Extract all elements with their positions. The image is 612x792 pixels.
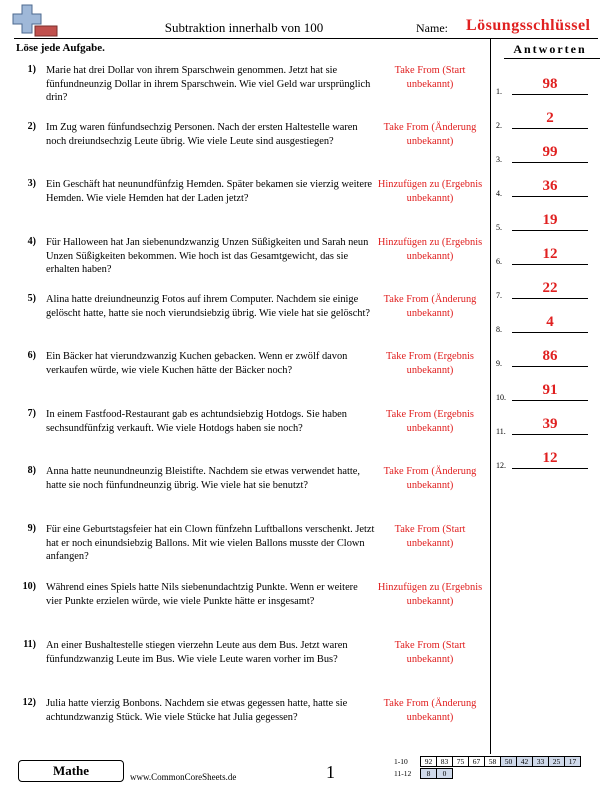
website-link[interactable]: www.CommonCoreSheets.de xyxy=(130,772,237,782)
score-cell: 92 xyxy=(421,757,437,767)
answer-number: 8. xyxy=(496,325,502,334)
question-type: Hinzufügen zu (Ergebnis unbekannt) xyxy=(377,179,483,204)
score-cell: 42 xyxy=(517,757,533,767)
score-row-label: 1-10 xyxy=(394,757,408,766)
question-type: Hinzufügen zu (Ergebnis unbekannt) xyxy=(377,237,483,262)
question-type: Take From (Änderung unbekannt) xyxy=(383,466,477,491)
score-cell: 25 xyxy=(549,757,565,767)
score-row-label: 11-12 xyxy=(394,769,412,778)
answer-value: 91 xyxy=(542,382,558,398)
answer-line xyxy=(512,264,588,265)
subject-box: Mathe xyxy=(18,760,124,782)
answer-value: 22 xyxy=(542,280,558,296)
answer-number: 5. xyxy=(496,223,502,232)
column-divider xyxy=(490,38,491,754)
answer-number: 3. xyxy=(496,155,502,164)
answer-value: 4 xyxy=(546,314,554,330)
score-cell: 0 xyxy=(437,769,453,779)
answer-item xyxy=(494,446,604,470)
question-number: 1) xyxy=(27,64,36,75)
question-type: Take From (Änderung unbekannt) xyxy=(383,698,477,723)
score-cell: 50 xyxy=(501,757,517,767)
answer-number: 4. xyxy=(496,189,502,198)
score-cell: 33 xyxy=(533,757,549,767)
score-cell: 67 xyxy=(469,757,485,767)
answer-line xyxy=(512,162,588,163)
answer-item xyxy=(494,208,604,232)
answer-item xyxy=(494,242,604,266)
answer-line xyxy=(512,298,588,299)
answer-line xyxy=(512,434,588,435)
question-number: 4) xyxy=(27,236,36,247)
score-table-row1 xyxy=(394,756,581,767)
answer-number: 7. xyxy=(496,291,502,300)
question-text: Alina hatte dreiundneunzig Fotos auf ihrem Computer. Nachdem sie einige gelöscht hatte, hatte sie noch vierundsiebzig übrig. Wie viele hat sie gelöscht? xyxy=(46,294,370,319)
answer-number: 6. xyxy=(496,257,502,266)
answer-item xyxy=(494,106,604,130)
question-text: Julia hatte vierzig Bonbons. Nachdem sie etwas gegessen hatte, hatte sie achtundzwanzig Stück. Wie viele Stücke hat Julia gegessen? xyxy=(46,698,348,723)
question-type: Take From (Ergebnis unbekannt) xyxy=(386,351,474,376)
question-type: Take From (Start unbekannt) xyxy=(394,65,466,90)
answer-line xyxy=(512,468,588,469)
answer-number: 11. xyxy=(496,427,506,436)
answer-key-label: Lösungsschlüssel xyxy=(466,17,591,34)
name-label: Name: xyxy=(416,21,448,35)
answer-line xyxy=(512,94,588,95)
question-type: Take From (Ergebnis unbekannt) xyxy=(386,409,474,434)
score-cell: 83 xyxy=(437,757,453,767)
answer-value: 2 xyxy=(546,110,554,126)
answer-value: 12 xyxy=(542,450,558,466)
answer-line xyxy=(512,128,588,129)
answer-number: 2. xyxy=(496,121,502,130)
answer-value: 36 xyxy=(542,178,558,194)
answer-value: 19 xyxy=(542,212,558,228)
question-number: 12) xyxy=(22,697,36,708)
header-divider xyxy=(14,38,598,39)
answer-item xyxy=(494,412,604,436)
answers-title-underline xyxy=(504,58,600,59)
answer-value: 99 xyxy=(542,144,558,160)
score-cell: 58 xyxy=(485,757,501,767)
answer-number: 9. xyxy=(496,359,502,368)
question-type: Hinzufügen zu (Ergebnis unbekannt) xyxy=(377,582,483,607)
answer-number: 12. xyxy=(496,461,506,470)
question-text: Anna hatte neunundneunzig Bleistifte. Nachdem sie etwas verwendet hatte, hatte sie noch fünfundneunzig übrig. Wie viele hat sie benutzt? xyxy=(46,466,360,491)
score-table-row2 xyxy=(394,768,453,779)
score-cell: 75 xyxy=(453,757,469,767)
question-number: 11) xyxy=(23,639,36,650)
question-text: Marie hat drei Dollar von ihrem Sparschwein genommen. Jetzt hat sie fünfundneunzig Dollar in ihrem Sparschwein. Wie viel Geld war ursprünglich drin? xyxy=(46,65,371,104)
answer-line xyxy=(512,332,588,333)
answer-number: 10. xyxy=(496,393,506,402)
question-text: Ein Bäcker hat vierundzwanzig Kuchen gebacken. Wenn er zwölf davon verkaufen würde, wie viele Kuchen hätte der Bäcker noch? xyxy=(46,351,348,376)
question-type: Take From (Änderung unbekannt) xyxy=(383,294,477,319)
question-number: 10) xyxy=(22,581,36,592)
answer-line xyxy=(512,400,588,401)
score-cell: 17 xyxy=(565,757,581,767)
question-number: 8) xyxy=(27,465,36,476)
answer-item xyxy=(494,276,604,300)
answer-item xyxy=(494,72,604,96)
instructions: Löse jede Aufgabe. xyxy=(16,42,105,54)
answer-value: 98 xyxy=(542,76,558,92)
question-text: Ein Geschäft hat neunundfünfzig Hemden. Später bekamen sie vierzig weitere Hemden. Wie viele Hemden hat der Laden jetzt? xyxy=(46,179,373,204)
answer-item xyxy=(494,344,604,368)
answer-line xyxy=(512,366,588,367)
answer-value: 39 xyxy=(542,416,558,432)
question-number: 7) xyxy=(27,408,36,419)
question-number: 6) xyxy=(27,350,36,361)
question-text: Für eine Geburtstagsfeier hat ein Clown fünfzehn Luftballons verschenkt. Jetzt hat er noch einundsiebzig Ballons. Mit wie vielen Ballons musste der Clown anfangen? xyxy=(46,524,375,563)
answer-line xyxy=(512,230,588,231)
score-cell: 8 xyxy=(421,769,437,779)
question-text: Im Zug waren fünfundsechzig Personen. Nach der ersten Haltestelle waren noch dreiundsechzig Leute übrig. Wie viele Leute sind ausgestiegen? xyxy=(46,122,358,147)
question-type: Take From (Start unbekannt) xyxy=(394,524,466,549)
question-text: Während eines Spiels hatte Nils siebenundachtzig Punkte. Wenn er weitere vier Punkte erzielen würde, wie viele Punkte hätte er insgesamt? xyxy=(46,582,358,607)
answer-item xyxy=(494,140,604,164)
page-number: 1 xyxy=(326,762,335,782)
question-number: 5) xyxy=(27,293,36,304)
answers-title: Antworten xyxy=(513,42,587,56)
answer-item xyxy=(494,310,604,334)
question-number: 9) xyxy=(27,523,36,534)
question-text: Für Halloween hat Jan siebenundzwanzig Unzen Süßigkeiten und Sarah neun Unzen Süßigkeiten bekommen. Wie hoch ist das Gesamtgewicht, das sie erhalten haben? xyxy=(46,237,369,276)
answer-value: 86 xyxy=(542,348,558,364)
answer-value: 12 xyxy=(542,246,558,262)
question-number: 2) xyxy=(27,121,36,132)
question-text: An einer Bushaltestelle stiegen vierzehn Leute aus dem Bus. Jetzt waren fünfundzwanzig Leute im Bus. Wie viele Leute waren vorher im Bus? xyxy=(46,640,348,665)
question-type: Take From (Änderung unbekannt) xyxy=(383,122,477,147)
answer-line xyxy=(512,196,588,197)
question-number: 3) xyxy=(27,178,36,189)
page-title: Subtraktion innerhalb von 100 xyxy=(164,20,324,35)
answer-item xyxy=(494,378,604,402)
answer-item xyxy=(494,174,604,198)
answer-number: 1. xyxy=(496,87,502,96)
question-text: In einem Fastfood-Restaurant gab es achtundsiebzig Hotdogs. Sie haben sechsundfünfzig verkauft. Wie viele Hotdogs haben sie noch? xyxy=(46,409,347,434)
question-type: Take From (Start unbekannt) xyxy=(394,640,466,665)
